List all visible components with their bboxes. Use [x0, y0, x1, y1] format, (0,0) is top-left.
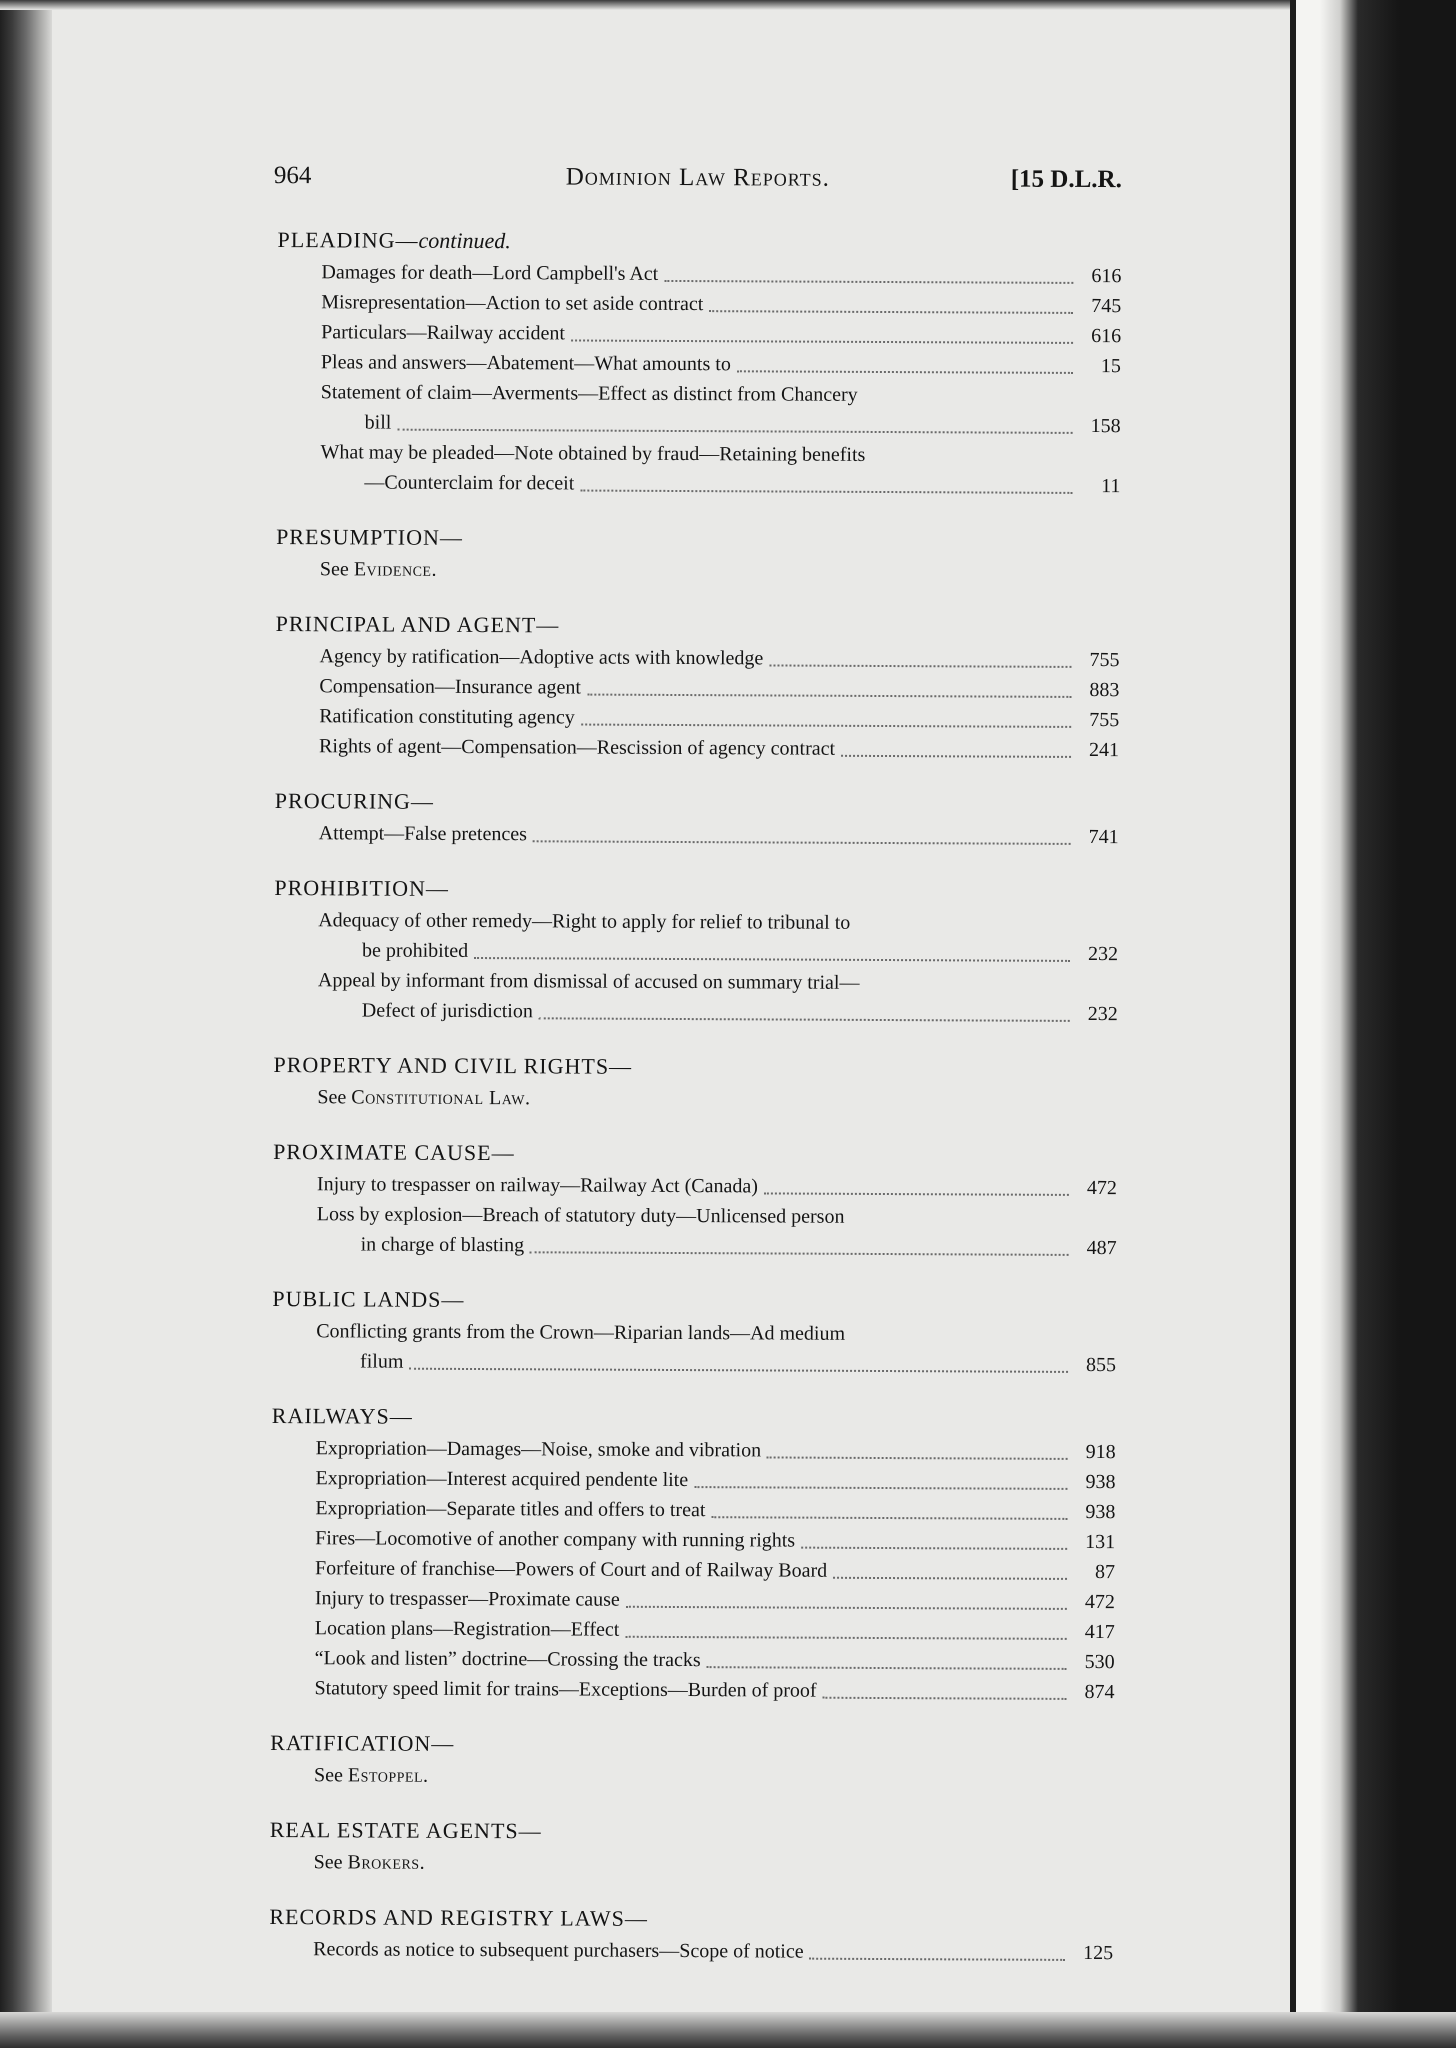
leader-dots: [664, 280, 1073, 284]
entry-text: Attempt—False pretences: [318, 822, 527, 846]
leader-dots: [764, 1192, 1069, 1195]
leader-dots: [530, 1251, 1069, 1256]
entry-text: Expropriation—Separate titles and offers to treat: [315, 1497, 706, 1522]
heading-text: PRESUMPTION—: [276, 524, 463, 550]
leader-dots: [769, 664, 1071, 667]
entry-page: 755: [1089, 649, 1120, 672]
leader-dots: [810, 1958, 1066, 1961]
index-entry: [277, 257, 1121, 291]
entry-text: Forfeiture of franchise—Powers of Court and of Railway Board: [315, 1557, 828, 1582]
index-entry: [273, 1199, 1117, 1263]
index-section: [270, 1729, 1114, 1794]
see-target: Estoppel.: [347, 1764, 429, 1787]
see-prefix: See: [319, 558, 349, 581]
entry-text: Conflicting grants from the Crown—Riparian lands—Ad medium: [316, 1320, 846, 1345]
heading-text: RECORDS AND REGISTRY LAWS—: [269, 1904, 648, 1931]
leader-dots: [626, 1606, 1067, 1610]
index-entry: [273, 1169, 1117, 1203]
index-section: [276, 523, 1120, 588]
cross-reference: [273, 1082, 1117, 1116]
entry-page: 530: [1084, 1650, 1115, 1674]
page-border-line: [1290, 0, 1296, 2048]
right-scan-shadow: [1320, 0, 1456, 2048]
index-entry: [271, 1463, 1115, 1497]
index-entry: [271, 1553, 1115, 1587]
heading-text: PROHIBITION—: [274, 875, 450, 901]
entry-text: “Look and listen” doctrine—Crossing the tracks: [314, 1647, 701, 1672]
leader-dots: [539, 1017, 1070, 1022]
entry-text: Rights of agent—Compensation—Rescission of agency contract: [319, 735, 836, 760]
index-body: [269, 226, 1122, 1994]
entry-page: 741: [1088, 826, 1119, 849]
index-entry: [270, 1673, 1114, 1707]
index-entry: [276, 437, 1120, 501]
section-heading: [277, 226, 1121, 258]
index-entry: [274, 965, 1118, 1029]
heading-text: PROPERTY AND CIVIL RIGHTS—: [273, 1052, 633, 1079]
leader-dots: [581, 724, 1072, 728]
entry-text: Statement of claim—Averments—Effect as distinct from Chancery: [320, 381, 858, 406]
heading-text: PUBLIC LANDS—: [272, 1286, 465, 1312]
leader-dots: [571, 339, 1073, 343]
top-page-edge: [0, 0, 1456, 10]
entry-page: 131: [1085, 1531, 1116, 1554]
entry-page: 158: [1090, 415, 1121, 438]
index-section: [275, 610, 1120, 765]
entry-text: Adequacy of other remedy—Right to apply for relief to tribunal to: [318, 909, 851, 934]
index-entry: [272, 1316, 1116, 1380]
entry-continuation: [318, 935, 1118, 969]
entry-page: 472: [1086, 1177, 1117, 1200]
entry-page: 15: [1100, 355, 1122, 378]
see-target: Constitutional Law.: [351, 1086, 531, 1110]
index-entry: [275, 731, 1119, 765]
entry-text: Records as notice to subsequent purchasers—Scope of notice: [313, 1938, 804, 1963]
entry-text: Appeal by informant from dismissal of accused on summary trial—: [317, 969, 860, 994]
index-section: [274, 874, 1119, 1029]
entry-text: Agency by ratification—Adoptive acts with knowledge: [319, 645, 764, 670]
entry-page: 918: [1085, 1441, 1116, 1464]
entry-page: 938: [1085, 1501, 1116, 1524]
heading-continued: continued.: [418, 227, 511, 254]
index-entry: [275, 641, 1119, 675]
section-heading: [273, 1138, 1117, 1170]
index-entry: [275, 818, 1119, 852]
index-entry: [275, 701, 1119, 735]
leader-dots: [587, 694, 1071, 698]
entry-text: Loss by explosion—Breach of statutory duty—Unlicensed person: [316, 1203, 845, 1228]
index-entry: [271, 1523, 1115, 1557]
index-entry: [274, 905, 1118, 969]
section-heading: [269, 1903, 1113, 1935]
leader-dots: [397, 429, 1072, 434]
index-section: [275, 787, 1119, 852]
entry-text: Pleas and answers—Abatement—What amounts to: [320, 351, 731, 376]
section-heading: [276, 523, 1120, 555]
index-entry: [277, 347, 1121, 381]
entry-text-continued: filum: [360, 1350, 404, 1373]
entry-page: 125: [1083, 1941, 1114, 1965]
heading-text: PLEADING—: [277, 227, 419, 253]
running-header: [274, 162, 1122, 206]
volume-reference: [15 D.L.R.: [1010, 165, 1122, 194]
entry-page: 417: [1084, 1620, 1115, 1644]
index-section: [273, 1051, 1117, 1116]
leader-dots: [823, 1697, 1067, 1700]
entry-page: 938: [1085, 1471, 1116, 1494]
entry-text: Expropriation—Interest acquired pendente lite: [315, 1467, 689, 1492]
entry-page: 616: [1091, 325, 1122, 348]
entry-page: 883: [1089, 679, 1120, 702]
section-heading: [272, 1402, 1116, 1434]
book-page: [261, 150, 1140, 1965]
section-heading: [270, 1816, 1114, 1848]
entry-text: Misrepresentation—Action to set aside contract: [321, 291, 704, 316]
index-entry: [272, 1433, 1116, 1467]
index-entry: [277, 377, 1121, 441]
index-section: [270, 1402, 1115, 1707]
entry-text: Location plans—Registration—Effect: [314, 1617, 620, 1641]
entry-page: 874: [1084, 1680, 1115, 1704]
leader-dots: [625, 1636, 1066, 1640]
index-section: [270, 1816, 1114, 1881]
leader-dots: [711, 1516, 1067, 1520]
entry-page: 755: [1089, 709, 1120, 732]
index-section: [269, 1903, 1113, 1968]
index-entry: [271, 1583, 1115, 1617]
see-target: Evidence.: [353, 558, 438, 581]
entry-text: Statutory speed limit for trains—Exceptions—Burden of proof: [314, 1677, 817, 1702]
cross-reference: [270, 1760, 1114, 1794]
leader-dots: [533, 840, 1071, 845]
cross-reference: [270, 1847, 1114, 1881]
cross-reference: [276, 554, 1120, 588]
leader-dots: [833, 1577, 1067, 1580]
entry-page: 472: [1084, 1590, 1115, 1614]
leader-dots: [580, 490, 1072, 494]
entry-continuation: [317, 1229, 1117, 1263]
index-entry: [269, 1934, 1113, 1968]
entry-continuation: [318, 995, 1118, 1029]
leader-dots: [841, 755, 1071, 758]
index-entry: [271, 1613, 1115, 1647]
entry-page: 11: [1101, 475, 1121, 498]
entry-continuation: [320, 467, 1120, 501]
running-title: Dominion Law Reports.: [565, 163, 831, 192]
index-section: [276, 226, 1121, 501]
heading-text: RATIFICATION—: [270, 1730, 455, 1756]
section-heading: [270, 1729, 1114, 1761]
section-heading: [273, 1051, 1117, 1083]
entry-text: Compensation—Insurance agent: [319, 675, 582, 699]
section-heading: [274, 874, 1118, 906]
entry-text: Injury to trespasser—Proximate cause: [314, 1587, 620, 1611]
entry-continuation: [316, 1346, 1116, 1380]
entry-text-continued: bill: [364, 411, 392, 434]
leader-dots: [737, 370, 1073, 374]
entry-text: Fires—Locomotive of another company with running rights: [315, 1527, 796, 1552]
index-entry: [277, 317, 1121, 351]
leader-dots: [474, 957, 1070, 962]
entry-page: 232: [1087, 1003, 1118, 1026]
index-section: [272, 1285, 1116, 1380]
entry-text: Ratification constituting agency: [319, 705, 575, 729]
see-target: Brokers.: [347, 1851, 426, 1874]
leader-dots: [694, 1486, 1067, 1490]
entry-page: 616: [1091, 265, 1122, 288]
entry-page: 855: [1086, 1354, 1117, 1377]
heading-text: PROCURING—: [274, 788, 435, 814]
entry-page: 232: [1088, 943, 1119, 966]
page-number: 964: [273, 162, 312, 190]
bottom-page-edge: [0, 2012, 1456, 2048]
leader-dots: [767, 1456, 1068, 1459]
heading-text: PROXIMATE CAUSE—: [273, 1139, 515, 1166]
entry-text: Expropriation—Damages—Noise, smoke and vibration: [315, 1437, 762, 1462]
leader-dots: [709, 310, 1073, 314]
index-entry: [271, 1643, 1115, 1677]
see-prefix: See: [314, 1764, 344, 1787]
entry-continuation: [321, 407, 1121, 441]
entry-page: 87: [1095, 1561, 1116, 1584]
leader-dots: [801, 1547, 1067, 1550]
entry-text: Damages for death—Lord Campbell's Act: [321, 261, 659, 285]
heading-text: REAL ESTATE AGENTS—: [269, 1817, 542, 1844]
entry-text-continued: Defect of jurisdiction: [361, 999, 533, 1023]
entry-text-continued: —Counterclaim for deceit: [364, 471, 575, 495]
book-gutter-shadow: [0, 0, 52, 2048]
index-entry: [275, 671, 1119, 705]
entry-text-continued: be prohibited: [362, 939, 469, 962]
section-heading: [272, 1285, 1116, 1317]
see-prefix: See: [317, 1086, 347, 1109]
leader-dots: [409, 1368, 1068, 1373]
entry-page: 745: [1091, 295, 1122, 318]
see-prefix: See: [313, 1851, 343, 1874]
entry-page: 487: [1086, 1237, 1117, 1260]
index-entry: [277, 287, 1121, 321]
entry-text-continued: in charge of blasting: [360, 1233, 525, 1257]
leader-dots: [707, 1666, 1067, 1670]
index-entry: [271, 1493, 1115, 1527]
entry-page: 241: [1089, 739, 1120, 762]
entry-text: Injury to trespasser on railway—Railway Act (Canada): [316, 1173, 758, 1198]
entry-text: Particulars—Railway accident: [321, 321, 565, 345]
heading-text: PRINCIPAL AND AGENT—: [275, 611, 560, 638]
heading-text: RAILWAYS—: [271, 1403, 413, 1429]
index-section: [273, 1138, 1118, 1263]
entry-text: What may be pleaded—Note obtained by fraud—Retaining benefits: [320, 441, 866, 466]
section-heading: [276, 610, 1120, 642]
section-heading: [275, 787, 1119, 819]
